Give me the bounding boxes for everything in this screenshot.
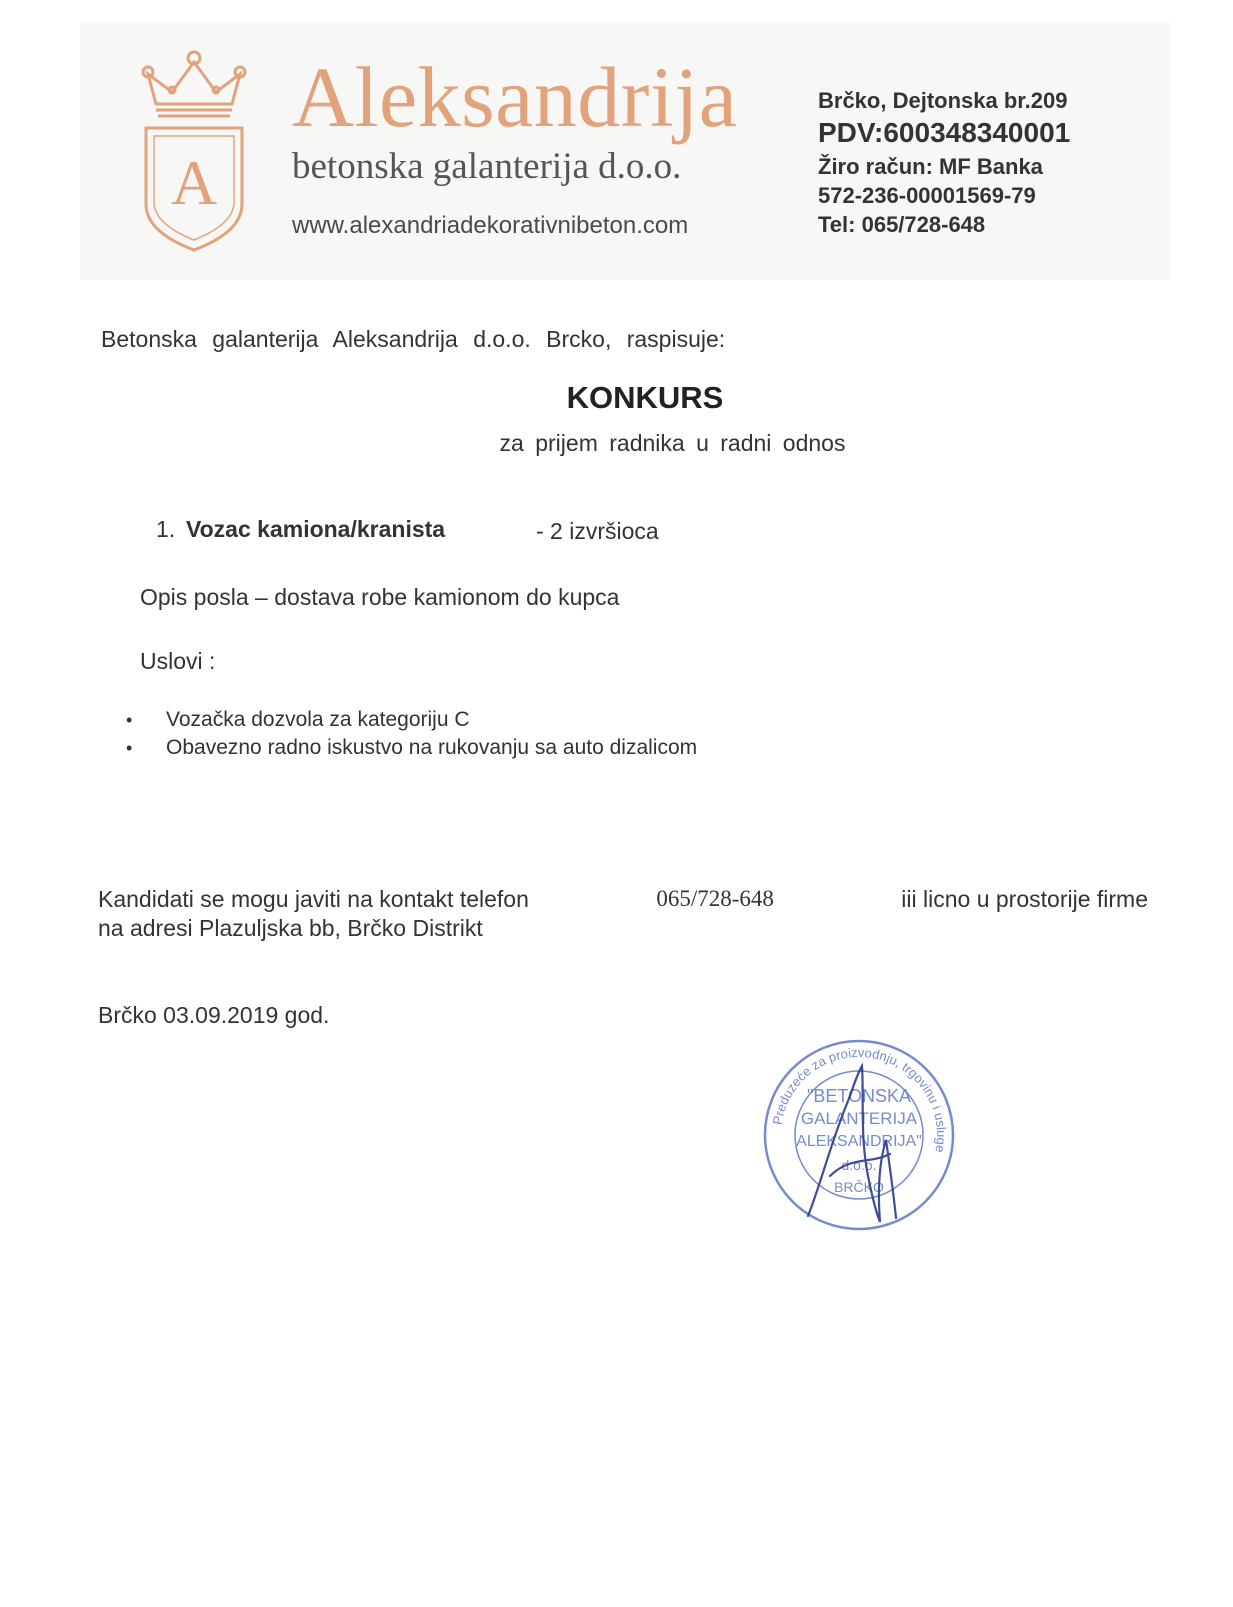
company-pdv: PDV:600348340001 [818, 117, 1071, 148]
brand-subtitle: betonska galanterija d.o.o. [292, 146, 682, 187]
crown-shield-logo [136, 44, 252, 254]
contact-address: na adresi Plazuljska bb, Brčko Distrikt [98, 915, 483, 941]
stamp-line: "BETONSKA [806, 1086, 912, 1106]
position-title: Vozac kamiona/kranista [186, 516, 446, 542]
stamp-ring-text: Preduzeće za proizvodnju, trgovinu i usluge [769, 1044, 950, 1154]
brand-name: Aleksandrija [292, 49, 738, 145]
conditions-list [122, 706, 697, 762]
position-count: - 2 izvršioca [536, 518, 659, 544]
stamp-line: d.o.o. [841, 1157, 877, 1173]
contact-phone: 065/728-648 [656, 886, 774, 911]
bullet-icon: • [126, 710, 133, 730]
position-number: 1. [156, 516, 176, 542]
stamp-line: BRČKO [834, 1179, 884, 1195]
bullet-icon: • [126, 738, 133, 758]
logo-letter: A [170, 147, 218, 218]
company-phone: Tel: 065/728-648 [818, 212, 986, 237]
stamp-line: ALEKSANDRIJA" [796, 1133, 922, 1150]
contact-text: iii licno u prostorije firme [901, 886, 1148, 912]
document-subtitle: za prijem radnika u radni odnos [499, 430, 846, 456]
company-website: www.alexandriadekorativnibeton.com [292, 212, 689, 239]
list-item [122, 706, 697, 734]
company-stamp [760, 1036, 958, 1234]
condition-text: Vozačka dozvola za kategoriju C [166, 708, 470, 731]
company-account-number: 572-236-00001569-79 [818, 183, 1036, 208]
contact-paragraph [98, 886, 1148, 942]
intro-line: Betonska galanterija Aleksandrija d.o.o. Brcko, raspisuje: [101, 326, 726, 352]
list-item [122, 734, 697, 762]
condition-text: Obavezno radno iskustvo na rukovanju sa auto dizalicom [166, 736, 698, 759]
document-date: Brčko 03.09.2019 god. [98, 1002, 330, 1028]
document-title: KONKURS [566, 380, 724, 415]
conditions-label: Uslovi : [140, 648, 216, 674]
company-address: Brčko, Dejtonska br.209 [818, 88, 1068, 113]
company-info [818, 88, 1070, 238]
contact-text: Kandidati se mogu javiti na kontakt telefon [98, 886, 529, 912]
job-description: Opis posla – dostava robe kamionom do kupca [140, 584, 620, 610]
company-bank-account: Žiro račun: MF Banka [818, 154, 1043, 179]
stamp-line: GALANTERIJA [800, 1109, 918, 1128]
